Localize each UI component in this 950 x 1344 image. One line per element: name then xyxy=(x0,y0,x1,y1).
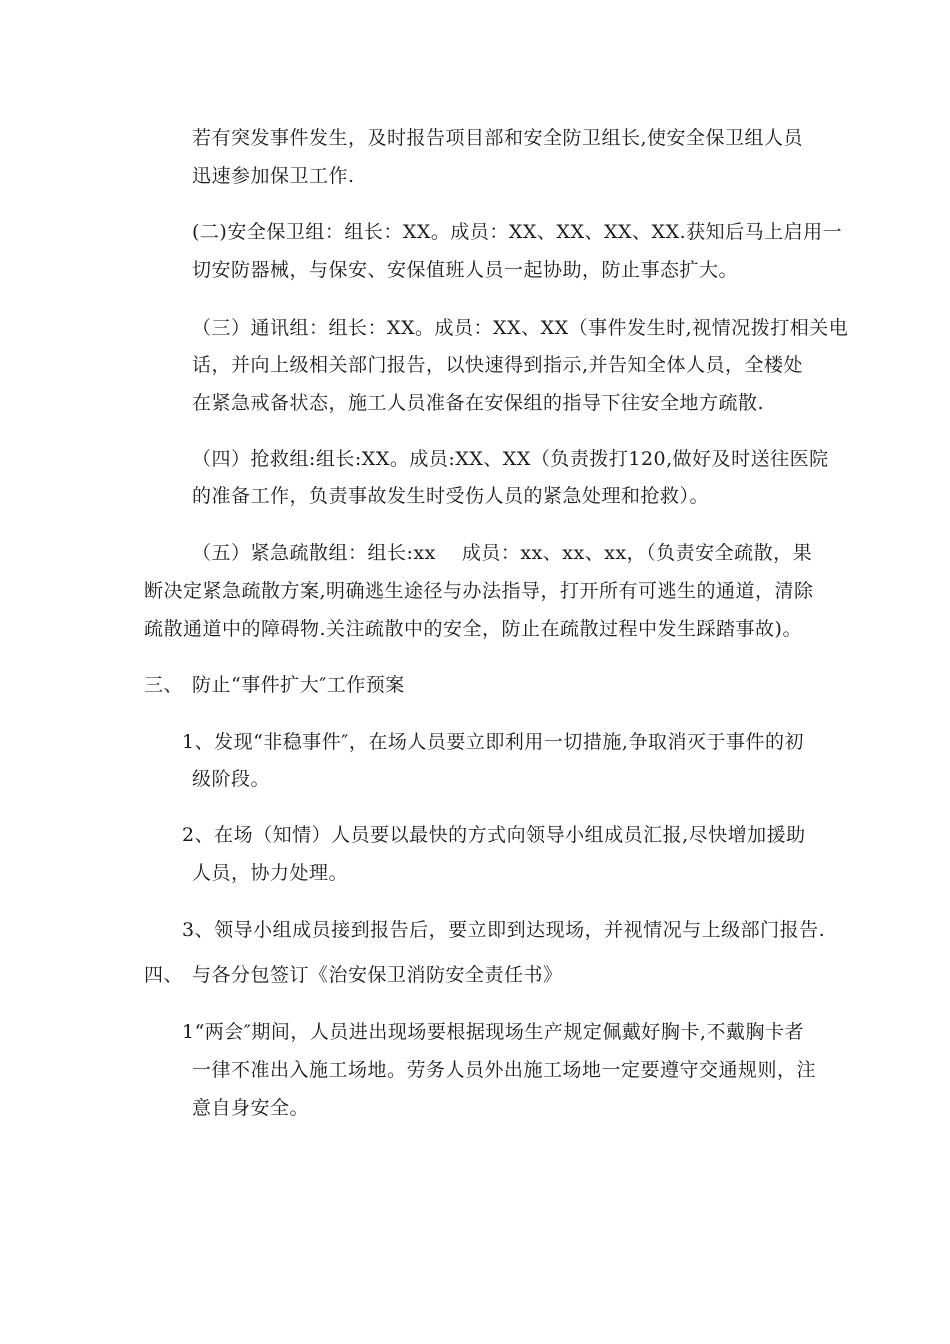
list-item-line: 2、在场（知情）人员要以最快的方式向领导小组成员汇报,尽快增加援助 xyxy=(182,824,806,846)
section-number: 三、 xyxy=(144,674,184,696)
list-item-line: 1、发现“非稳事件″，在场人员要立即利用一切措施,争取消灭于事件的初 xyxy=(182,731,804,753)
paragraph-line: 的准备工作，负责事故发生时受伤人员的紧急处理和抢救）。 xyxy=(192,485,710,507)
paragraph-line: 切安防器械，与保安、安保值班人员一起协助，防止事态扩大。 xyxy=(192,259,739,281)
list-item-line: 意自身安全。 xyxy=(192,1097,310,1119)
section-heading xyxy=(144,963,563,987)
paragraph-line: 若有突发事件发生，及时报告项目部和安全防卫组长,使安全保卫组人员 xyxy=(192,127,804,149)
list-item-line: 3、领导小组成员接到报告后，要立即到达现场，并视情况与上级部门报告. xyxy=(182,919,826,941)
section-title: 与各分包签订《治安保卫消防安全责任书》 xyxy=(192,964,563,986)
list-item-line: 一律不准出入施工场地。劳务人员外出施工场地一定要遵守交通规则，注 xyxy=(192,1059,817,1081)
paragraph-line: 话，并向上级相关部门报告，以快速得到指示,并告知全体人员，全楼处 xyxy=(192,354,804,376)
section-title: 防止“事件扩大″工作预案 xyxy=(192,674,405,696)
paragraph-line: （五）紧急疏散组：组长:xx 成员：xx、xx、xx，（负责安全疏散，果 xyxy=(192,542,813,564)
paragraph-line: （三）通讯组：组长：XX。成员：XX、XX（事件发生时,视情况拨打相关电 xyxy=(192,317,849,339)
paragraph-line: （四）抢救组:组长:XX。成员:XX、XX（负责拨打120,做好及时送往医院 xyxy=(192,448,829,470)
list-item-line: 1“两会″期间，人员进出现场要根据现场生产规定佩戴好胸卡,不戴胸卡者 xyxy=(182,1021,804,1043)
paragraph-line: 迅速参加保卫工作. xyxy=(192,165,355,187)
paragraph-line: 断决定紧急疏散方案,明确逃生途径与办法指导，打开所有可逃生的通道，清除 xyxy=(144,580,814,602)
list-item-line: 级阶段。 xyxy=(192,768,271,790)
list-item-line: 人员，协力处理。 xyxy=(192,862,349,884)
paragraph-line: 在紧急戒备状态，施工人员准备在安保组的指导下往安全地方疏散. xyxy=(192,392,765,414)
section-number: 四、 xyxy=(144,964,184,986)
paragraph-line: 疏散通道中的障碍物.关注疏散中的安全，防止在疏散过程中发生踩踏事故)。 xyxy=(144,618,802,640)
section-heading xyxy=(144,673,405,697)
paragraph-line: (二)安全保卫组：组长：XX。成员：XX、XX、XX、XX.获知后马上启用一 xyxy=(192,221,843,243)
